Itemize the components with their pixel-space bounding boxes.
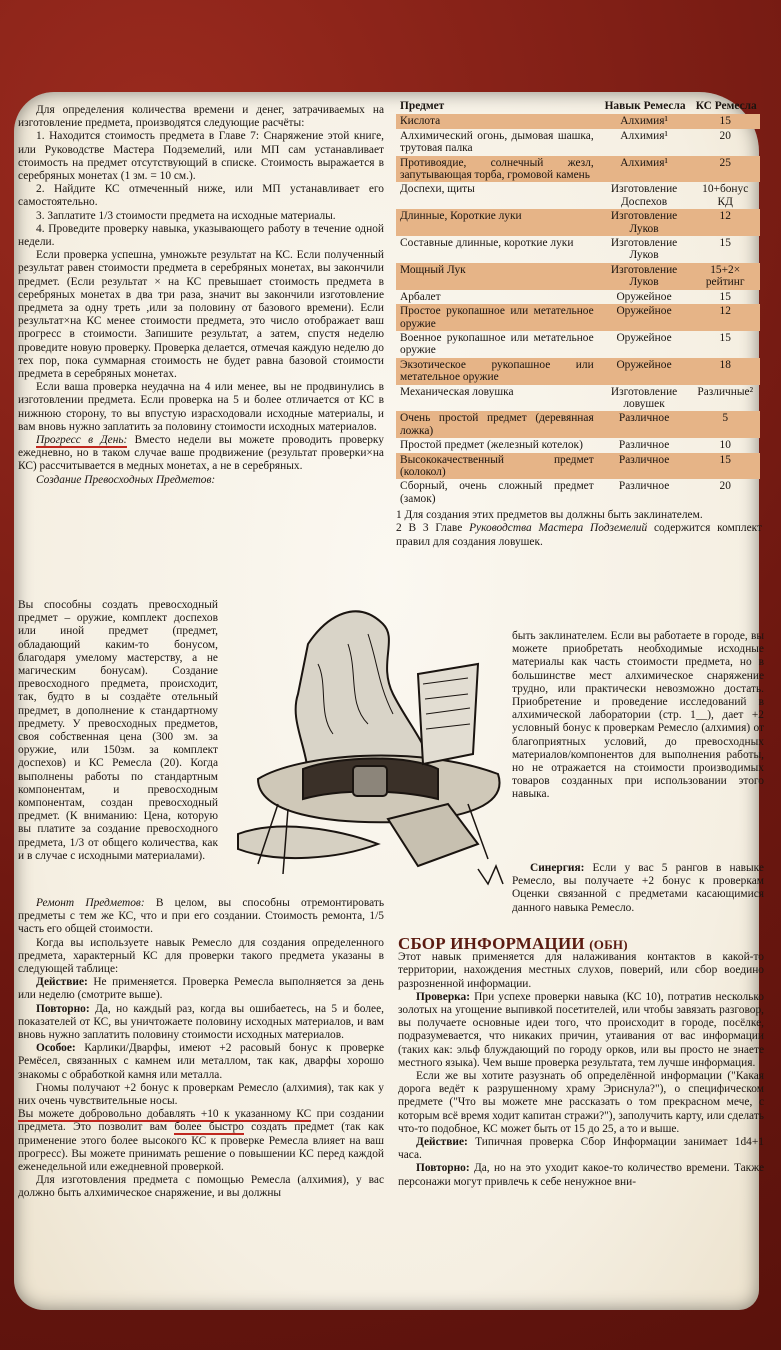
paragraph-step3: 3. Заплатите 1/3 стоимости предмета на исходные материалы. [36,209,336,222]
cell-item: Простое рукопашное или метательное оружие [396,304,598,331]
table-row [396,129,760,156]
table-row [396,156,760,183]
cell-item: Арбалет [400,290,441,303]
special-text: Карлики/Дварфы, имеют +2 расовый бонус к проверке Ремёсел, связанных с камнем или металлом, так как, дварфы хорошо знакомы с обработкой камня или металла. [18,1042,384,1081]
paragraph-gather-check [398,991,764,1070]
right-column [396,100,762,549]
special-label: Особое: [36,1042,76,1055]
cell-item: Алхимический огонь, дымовая шашка, трутовая палка [400,129,594,155]
paragraph-action [18,976,384,1002]
cell-skill: Изготовление Луков [598,209,691,236]
table-row [396,209,760,236]
paragraph-table-intro: Когда вы используете навык Ремесло для создания определенного предмета, характерный КС для проверки такого предмета указаны в следующей таблице: [18,936,384,976]
table-row [396,114,760,128]
cell-item: Механическая ловушка [400,385,514,398]
wizard-hat-illustration [218,604,518,889]
paragraph-gather-specific: Если же вы хотите разузнать об определённой информации ("Какая дорога ведёт к разрушенному храму Эриснула?"), о специфическом предмете ("Что вы можете мне рассказать о том прекрасном мече, с которым всё время ходит капитан стражи?"), заполучить карту, или сделать что-то подобное, КС может быть от 15 до 25, а то и выше. [398,1070,764,1135]
table-row [396,331,760,358]
cell-item: Кислота [396,114,598,128]
gather-action-text: Типичная проверка Сбор Информации занимает 1d4+1 часа. [398,1136,764,1162]
voluntary-text-1: при создании предмета. Это позволит вам [18,1108,384,1134]
cell-skill: Различное [618,439,670,452]
paragraph-step1: 1. Находится стоимость предмета в Главе 7: Снаряжение этой книге, или Руководстве Мастера Подземелий, или МП сам устанавливает стоимость на предмет отсутствующий в списке. Стоимость выражается в серебряных монетах (1 зм. = 10 см.). [18,130,384,183]
cell-dc: 12 [690,209,760,236]
synergy-label: Синергия: [530,862,585,874]
cell-skill: Оружейное [616,290,672,303]
table-header-row [396,100,760,114]
cell-item: Простой предмет (железный котелок) [400,439,583,452]
paragraph-synergy [402,862,764,915]
paragraph-retry [18,1003,384,1043]
voluntary-text-2: создать предмет (так как применение этого более высокого КС к проверке Ремесла влияет на ваш прогресс). Вы можете принимать решение о повышении КС перед каждой еженедельной или ежедневной проверкой. [18,1121,384,1174]
cell-skill: Изготовление Доспехов [610,183,678,208]
paragraph-repair [18,897,384,937]
cell-item: Военное рукопашное или метательное оружие [400,331,594,357]
faster-highlight: более быстро [174,1121,244,1134]
masterwork-paragraph: Вы способны создать превосходный предмет – оружие, комплект доспехов или иной предмет (предмет, обладающий каким-то бонусом, благодаря умелому мастерству, а не магическим бонусам). Создание превосходного предмета, происходит, так, будто в ы создаёте отельный предмет, в дополнение к стандартному предмету. У превосходных предметов, своя собственная цена (300 зм. за оружие, или 150зм. за комплект доспехов) и КС Ремесла (20). Когда выполнены работы по стандартным компонентам, и превосходным компонентам, создан превосходный предмет. (К вниманию: Цена, которую вы платите за создание превосходного предмета, 1/3 от общего количества, как и в случае с исходными материалами). [18,599,218,862]
paragraph-gather-intro: Этот навык применяется для налаживания контактов в какой-то территории, нахождения местных слухов, поверий, или сбор воедино разрозненной информации. [398,951,764,990]
cell-dc: 15 [690,453,760,480]
cell-skill: Изготовление Луков [598,263,691,290]
cell-dc: 15 [690,114,760,128]
craft-dc-table [396,100,760,506]
cell-item: Длинные, Короткие луки [396,209,598,236]
paragraph-voluntary [18,1108,384,1174]
masterwork-label: Создание Превосходных Предметов: [36,473,216,486]
cell-dc: 5 [690,411,760,438]
cell-dc: 20 [719,129,731,142]
paragraph-gather-retry [398,1162,764,1188]
table-row [396,182,760,209]
paragraph-intro: Для определения количества времени и денег, затрачиваемых на изготовление предмета, производятся следующие расчёты: [18,104,384,130]
gather-check-label: Проверка: [416,990,471,1003]
cell-dc: 15+2× рейтинг [690,263,760,290]
cell-dc: 10+бонус КД [702,183,749,208]
gather-check-text: При успехе проверки навыка (КС 10), потратив несколько золотых на угощение выпивкой посетителей, или чтобы завязать разговор, вы получаете основные идеи того, что происходит в городе, посёлке, подразумевается, что никаких причин, утаивания от вас информации (таких как: эльф блуждающий по городу орков, или вы просто не знаете местного языка). Чем выше проверка результата, тем лучше информация. [398,990,764,1069]
masterwork-text [18,599,218,863]
alchemy-continued [512,630,764,802]
paragraph-step4: 4. Проведите проверку навыка, указывающего работу в течение одной недели. [18,222,384,249]
cell-item: Доспехи, щиты [400,183,475,196]
gather-retry-text: Да, но на это уходит какое-то количество времени. Также персонажи могут привлечь к себе ненужное вни- [398,1162,764,1188]
left-column-bottom [18,897,384,1201]
action-text: Не применяется. Проверка Ремесла выполняется за день или неделю (смотрите выше). [18,976,384,1002]
cell-dc: 15 [719,237,731,250]
cell-item: Очень простой предмет (деревянная ложка) [396,411,598,438]
alchemy-paragraph: быть заклинателем. Если вы работаете в городе, вы можете приобретать необходимые исходные материалы как часть стоимости предмета, но в большинстве мест алхимическое снаряжение трудно, или практически невозможно достать. Приобретение и проведение исследований в алхимической лаборатории (стр. 1__), дает +2 условный бонус к проверкам Ремесло (алхимия) от благоприятных условий, до превосходных материалов/компонентов для выполнения работы, но не отражается на стоимости производимых товаров созданных при использовании этого навыка. [512,630,764,801]
cell-skill: Алхимия¹ [620,129,668,142]
footnote-2 [396,522,762,548]
header-item: Предмет [400,100,445,112]
synergy-text: Если у вас 5 рангов в навыке Ремесло, вы получаете +2 бонус к проверкам Оценки связанной с предметами касающимися данного навыка Ремесло. [512,862,764,914]
paragraph-gnomes: Гномы получают +2 бонус к проверкам Ремесло (алхимия), так как у них очень чувствительные носы. [18,1081,384,1108]
header-skill: Навык Ремесла [604,100,686,112]
table-row [396,453,760,480]
cell-skill: Оружейное [598,304,691,331]
cell-skill: Алхимия¹ [598,156,691,183]
cell-item: Экзотическое рукопашное или метательное оружие [396,358,598,385]
cell-dc: 15 [719,331,731,344]
action-label: Действие: [36,976,88,989]
cell-skill: Оружейное [616,331,672,344]
cell-skill: Различное [598,453,691,480]
table-row [396,385,760,412]
table-row [396,304,760,331]
cell-dc: 20 [719,480,731,493]
repair-label: Ремонт Предметов: [36,897,145,909]
paragraph-special [18,1042,384,1082]
cell-skill: Изготовление ловушек [610,385,678,410]
cell-skill: Оружейное [598,358,691,385]
retry-label: Повторно: [36,1002,90,1015]
section-title [398,934,764,953]
cell-skill: Изготовление Луков [610,237,678,262]
synergy-block [402,862,764,915]
paragraph-failure: Если ваша проверка неудачна на 4 или менее, вы не продвинулись в изготовлении предмета. Если проверка на 5 и более отличается от КС в нижнюю сторону, то вы впустую израсходовали исходные материалы, и вам вновь нужно заплатить за половину стоимости исходных материалов. [18,381,384,433]
heading-masterwork [18,474,384,487]
retry-text: Да, но каждый раз, когда вы ошибаетесь, на 5 и более, показателей от КС, вы уничтожаете половину исходных материалов, и вам вновь нужно заплатить половину стоимости исходных материалов. [18,1002,384,1042]
cell-dc: Различные² [697,385,754,398]
header-dc: КС Ремесла [695,100,757,112]
paragraph-progress-day [18,434,384,474]
cell-item: Противоядие, солнечный жезл, запутывающая торба, громовой камень [396,156,598,183]
table-row [396,263,760,290]
table-row [396,411,760,438]
cell-item: Сборный, очень сложный предмет (замок) [400,480,594,505]
cell-dc: 12 [690,304,760,331]
gather-info-section [398,934,764,1189]
cell-dc: 18 [690,358,760,385]
cell-item: Составные длинные, короткие луки [400,237,574,250]
section-tag: (ОБН) [589,937,628,952]
voluntary-highlight: Вы можете добровольно добавлять +10 к указанному КС [18,1108,312,1121]
paragraph-alchemy: Для изготовления предмета с помощью Ремесла (алхимия), у вас должно быть алхимическое снаряжение, и вы должны [18,1174,384,1200]
table-row [396,236,760,263]
footnote-2-b: Руководства Мастера Подземелий [469,522,648,535]
section-title-text: СБОР ИНФОРМАЦИИ [398,934,585,953]
table-row [396,358,760,385]
repair-text: В целом, вы способны отремонтировать предметы с тем же КС, что и при его создании. Стоимость ремонта, 1/5 часть его общей стоимости. [18,897,385,936]
cell-skill: Алхимия¹ [598,114,691,128]
paragraph-success: Если проверка успешна, умножьте результат на КС. Если полученный результат равен стоимости предмета в серебряных монетах, вы закончили предмет. (Если результат × на КС превышает стоимость предмета в серебряных монетах в два три раза, значит вы закончили изготовление предмета за одну треть ,или за половину от базового времени). Если результат×на КС менее стоимости предмета, это число отображает ваш прогресс в стоимости. Запишите результат, а затем, спустя неделю проведите новую проверку. Проверка делается, отмечая каждую неделю до тех пор, пока суммарная стоимость не будет равна базовой стоимости предмета в серебряных монетах. [18,249,384,381]
footnote-1: 1 Для создания этих предметов вы должны быть заклинателем. [396,509,703,522]
cell-item: Мощный Лук [396,263,598,290]
left-column [18,104,384,487]
table-row [396,479,760,506]
table-row [396,438,760,452]
cell-skill: Различное [618,480,670,493]
progress-day-text: Вместо недели вы можете проводить проверку ежедневно, но в таком случае ваше продвижение (результат проверки×на КС) рассчитывается в медных монетах, а не в серебряных. [18,434,384,473]
paragraph-gather-action [398,1136,764,1162]
paragraph-step2: 2. Найдите КС отмеченный ниже, или МП устанавливает его самостоятельно. [18,183,384,209]
cell-skill: Различное [598,411,691,438]
gather-action-label: Действие: [416,1136,468,1149]
cell-dc: 15 [719,290,731,303]
table-row [396,290,760,304]
footnote-2-c: содержится комплект правил для создания ловушек. [396,522,762,548]
cell-dc: 25 [690,156,760,183]
cell-item: Высококачественный предмет (колокол) [396,453,598,480]
footnote-2-a: 2 В 3 Главе [396,522,470,535]
progress-day-label: Прогресс в День: [36,434,128,447]
gather-retry-label: Повторно: [416,1162,470,1175]
cell-dc: 10 [719,439,731,452]
